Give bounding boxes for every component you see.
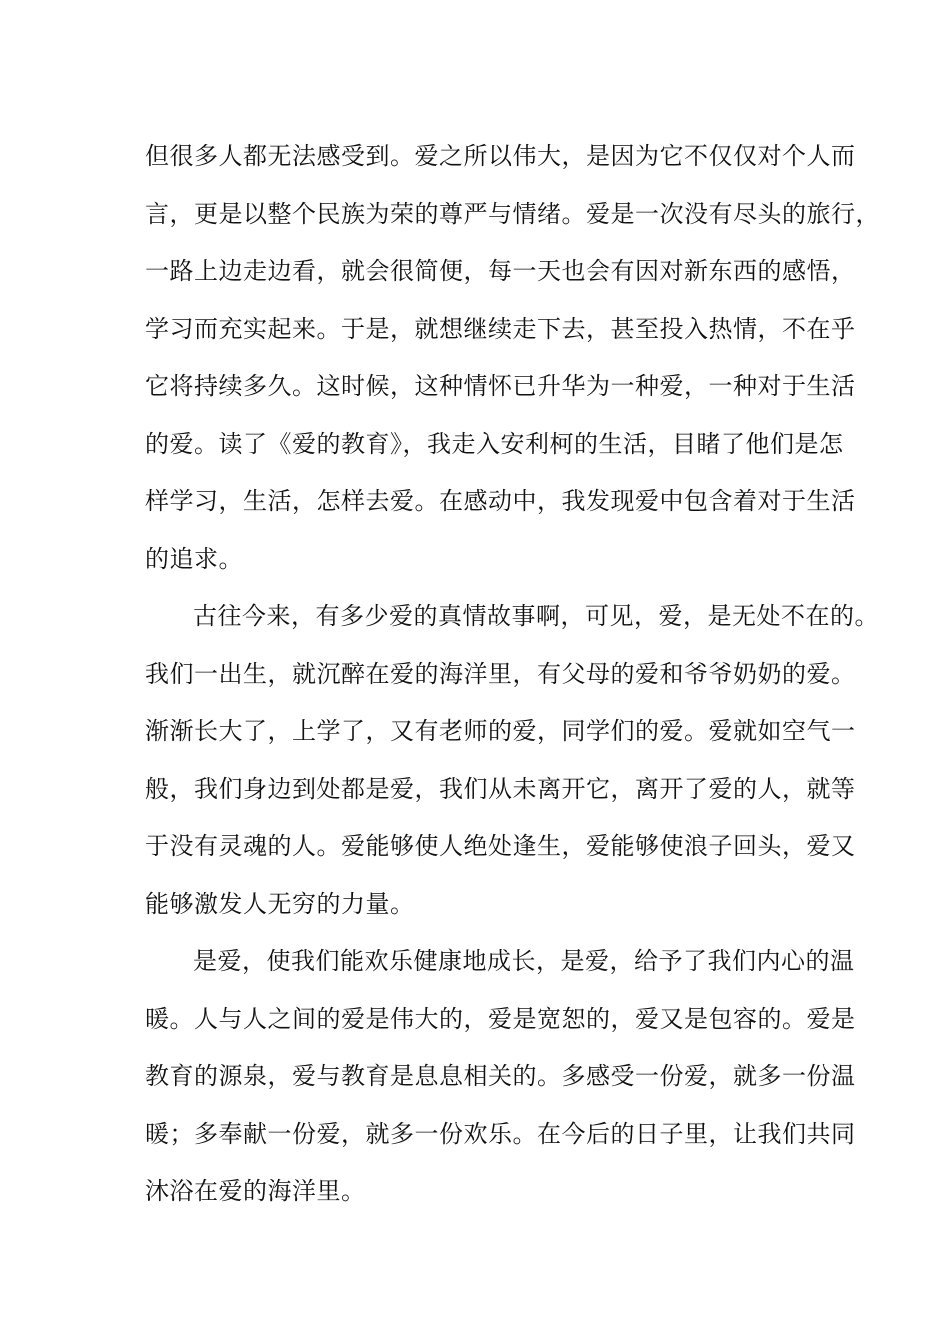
- text-line: 暖；多奉献一份爱，就多一份欢乐。在今后的日子里，让我们共同: [145, 1119, 856, 1148]
- text-line: 它将持续多久。这时候，这种情怀已升华为一种爱，一种对于生活: [145, 372, 856, 400]
- text-line: 般，我们身边到处都是爱，我们从未离开它，离开了爱的人，就等: [145, 774, 856, 803]
- text-line: 古往今来，有多少爱的真情故事啊，可见，爱，是无处不在的。: [193, 602, 879, 630]
- document-body: [145, 128, 880, 1221]
- text-line: 但很多人都无法感受到。爱之所以伟大，是因为它不仅仅对个人而: [145, 142, 856, 170]
- text-line: 的追求。: [145, 544, 243, 573]
- text-line: 教育的源泉，爱与教育是息息相关的。多感受一份爱，就多一份温: [145, 1062, 856, 1090]
- paragraph-2: [145, 588, 879, 933]
- text-line: 渐渐长大了，上学了，又有老师的爱，同学们的爱。爱就如空气一: [145, 717, 856, 745]
- text-line: 能够激发人无穷的力量。: [145, 889, 415, 918]
- paragraph-3: [145, 933, 856, 1221]
- text-line: 是爱，使我们能欢乐健康地成长，是爱，给予了我们内心的温: [193, 947, 855, 975]
- text-line: 样学习，生活，怎样去爱。在感动中，我发现爱中包含着对于生活: [145, 487, 856, 515]
- text-line: 暖。人与人之间的爱是伟大的，爱是宽恕的，爱又是包容的。爱是: [145, 1004, 856, 1033]
- text-line: 言，更是以整个民族为荣的尊严与情绪。爱是一次没有尽头的旅行，: [145, 199, 880, 228]
- text-line: 一路上边走边看，就会很简便，每一天也会有因对新东西的感悟，: [145, 257, 856, 285]
- paragraph-1: [145, 128, 880, 588]
- text-line: 的爱。读了《爱的教育》，我走入安利柯的生活，目睹了他们是怎: [145, 429, 844, 458]
- text-line: 学习而充实起来。于是，就想继续走下去，甚至投入热情，不在乎: [145, 314, 856, 343]
- text-line: 我们一出生，就沉醉在爱的海洋里，有父母的爱和爷爷奶奶的爱。: [145, 659, 856, 688]
- text-line: 沐浴在爱的海洋里。: [145, 1177, 366, 1205]
- text-line: 于没有灵魂的人。爱能够使人绝处逢生，爱能够使浪子回头，爱又: [145, 832, 856, 860]
